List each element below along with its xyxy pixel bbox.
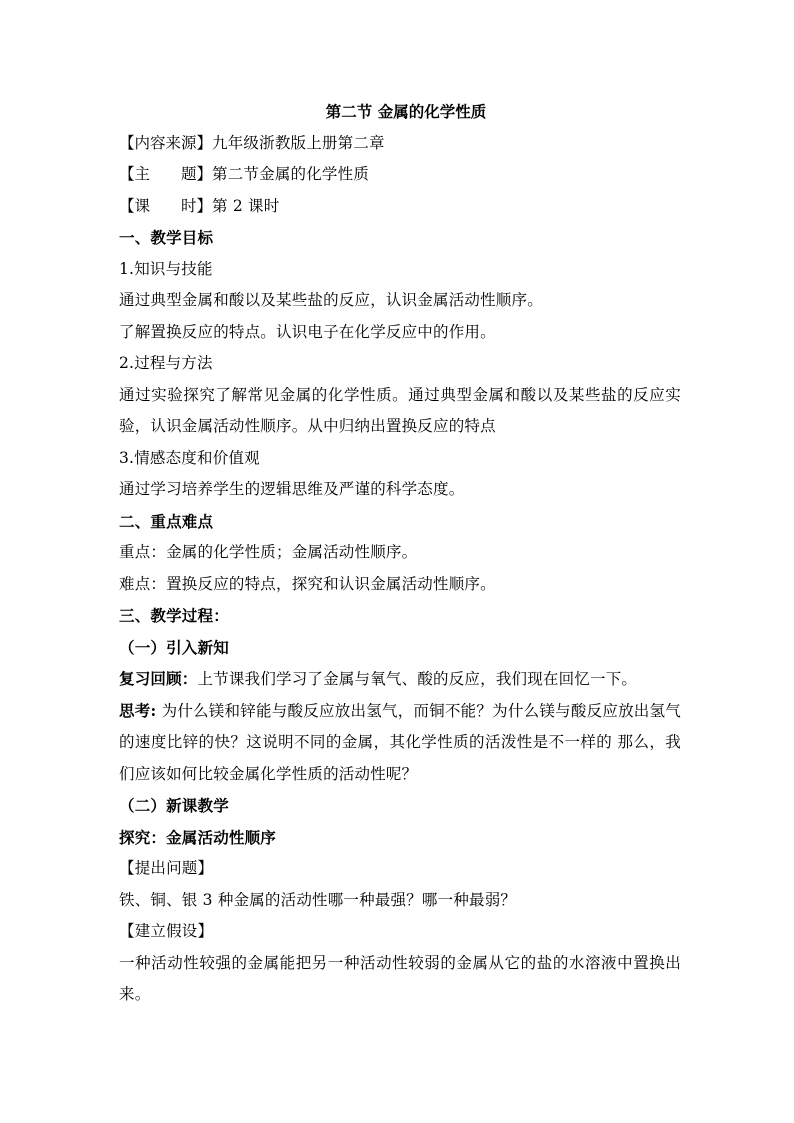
- period-label: 【课 时】: [119, 196, 213, 215]
- topic-line: [119, 159, 681, 191]
- hypothesis-text: 一种活动性较强的金属能把另一种活动性较弱的金属从它的盐的水溶液中置换出来。: [119, 953, 681, 1003]
- section1-sub1: 1.知识与技能: [119, 259, 213, 278]
- key-points: 重点：金属的化学性质；金属活动性顺序。: [119, 543, 418, 561]
- review-line: [119, 663, 681, 695]
- section1-sub3: 3.情感态度和价值观: [119, 448, 260, 467]
- period-line: [119, 191, 681, 223]
- section1-sub1-paragraph2: 了解置换反应的特点。认识电子在化学反应中的作用。: [119, 322, 496, 341]
- section1-sub1-paragraph1: 通过典型金属和酸以及某些盐的反应，认识金属活动性顺序。: [119, 291, 543, 309]
- topic-label: 【主 题】: [119, 165, 213, 183]
- question-text: 铁、铜、银 3 种金属的活动性哪一种最强？哪一种最弱？: [119, 890, 517, 909]
- section1-sub3-paragraph1: 通过学习培养学生的逻辑思维及严谨的科学态度。: [119, 480, 465, 498]
- document-page: [119, 96, 681, 1011]
- source-line: [119, 128, 681, 160]
- review-label: 复习回顾：: [119, 669, 198, 688]
- review-text: 上节课我们学习了金属与氧气、酸的反应，我们现在回忆一下。: [197, 670, 638, 688]
- think-label: 思考:: [119, 700, 157, 720]
- difficult-points: 难点：置换反应的特点，探究和认识金属活动性顺序。: [119, 574, 496, 593]
- document-title: 第二节 金属的化学性质: [325, 102, 487, 121]
- section1-sub2: 2.过程与方法: [119, 354, 213, 372]
- question-label: 【提出问题】: [119, 859, 214, 877]
- source-value: 九年级浙教版上册第二章: [212, 133, 385, 152]
- part1-heading: （一）引入新知: [119, 637, 229, 657]
- topic-value: 第二节金属的化学性质: [212, 165, 370, 183]
- source-label: 【内容来源】: [119, 133, 213, 152]
- section1-heading: 一、教学目标: [119, 228, 214, 247]
- period-value: 第 2 课时: [212, 196, 280, 215]
- section1-sub2-paragraph1: 通过实验探究了解常见金属的化学性质。通过典型金属和酸以及某些盐的反应实验，认识金属活动性顺序。从中归纳出置换反应的特点: [119, 385, 681, 435]
- think-paragraph: [119, 695, 681, 791]
- section2-heading: 二、重点难点: [119, 511, 214, 531]
- think-text: 为什么镁和锌能与酸反应放出氢气，而铜不能？为什么镁与酸反应放出氢气的速度比锌的快？这说明不同的金属，其化学性质的活泼性是不一样的 那么，我们应该如何比较金属化学性质的活动性呢？: [119, 701, 681, 783]
- hypothesis-label: 【建立假设】: [119, 922, 214, 940]
- explore-heading: 探究：金属活动性顺序: [119, 827, 277, 847]
- section3-heading: 三、教学过程：: [119, 606, 229, 625]
- part2-heading: （二）新课教学: [119, 796, 229, 815]
